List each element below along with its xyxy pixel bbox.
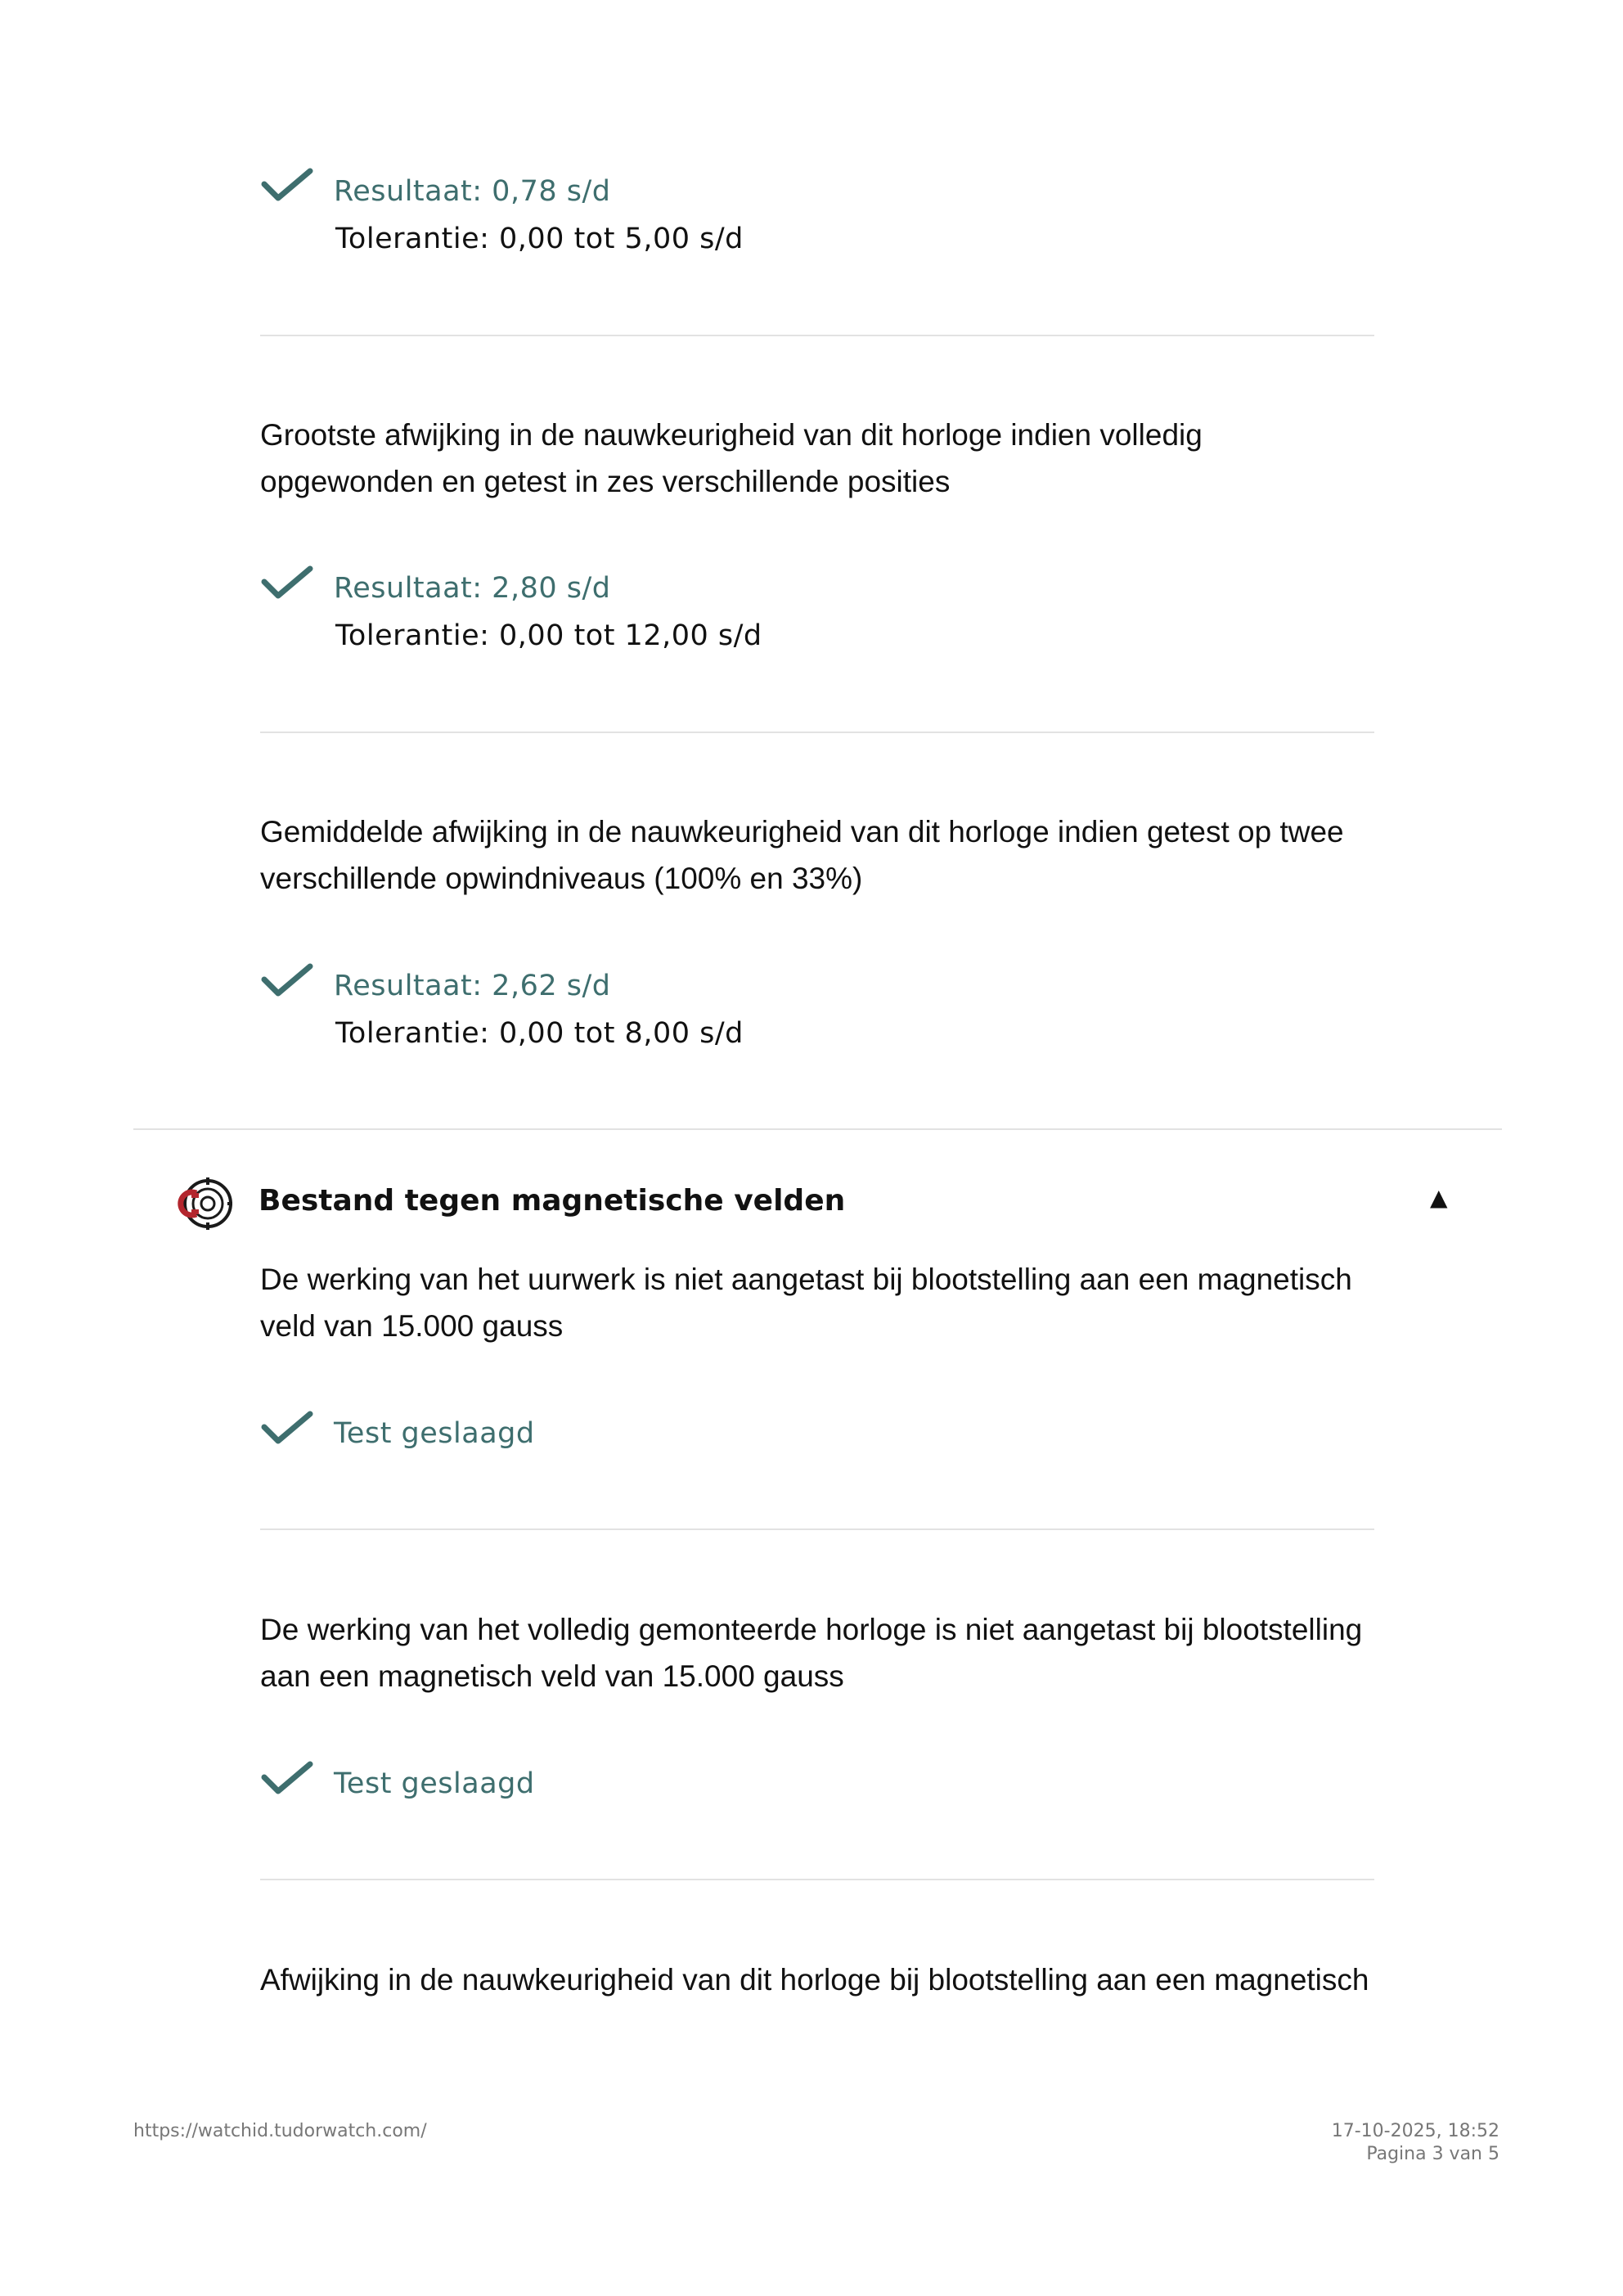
- tolerance-text: Tolerantie: 0,00 tot 5,00 s/d: [335, 223, 744, 255]
- footer-datetime: 17-10-2025, 18:52: [1331, 2121, 1499, 2141]
- section-title: Bestand tegen magnetische velden: [259, 1184, 846, 1218]
- divider: [260, 1528, 1374, 1530]
- section-divider: [133, 1128, 1502, 1130]
- checkmark-icon: [260, 166, 314, 204]
- tolerance-text: Tolerantie: 0,00 tot 8,00 s/d: [335, 1017, 744, 1050]
- test-description: Grootste afwijking in de nauwkeurigheid van dit horloge indien volledig opgewonden en getest in zes verschillende posities: [260, 418, 1203, 498]
- divider: [260, 335, 1374, 336]
- checkmark-icon: [260, 564, 314, 601]
- test-description: Gemiddelde afwijking in de nauwkeurigheid van dit horloge indien getest op twee verschillende opwindniveaus (100% en 33%): [260, 815, 1344, 895]
- test-description: De werking van het volledig gemonteerde horloge is niet aangetast bij blootstelling aan een magnetisch veld van 15.000 gauss: [260, 1613, 1363, 1693]
- divider: [260, 1879, 1374, 1880]
- divider: [260, 732, 1374, 733]
- result-text: Resultaat: 2,80 s/d: [334, 572, 611, 605]
- magnetic-section-header[interactable]: [133, 1166, 1502, 1240]
- result-text: Resultaat: 0,78 s/d: [334, 175, 611, 208]
- collapse-toggle-icon[interactable]: ▲: [1430, 1184, 1448, 1211]
- tolerance-text: Tolerantie: 0,00 tot 12,00 s/d: [335, 619, 762, 652]
- result-text: Test geslaagd: [334, 1767, 535, 1800]
- checkmark-icon: [260, 961, 314, 999]
- footer-page-number: Pagina 3 van 5: [1366, 2144, 1499, 2164]
- footer-url: https://watchid.tudorwatch.com/: [133, 2121, 427, 2141]
- checkmark-icon: [260, 1759, 314, 1797]
- result-text: Resultaat: 2,62 s/d: [334, 970, 611, 1002]
- test-description: De werking van het uurwerk is niet aangetast bij blootstelling aan een magnetisch veld van 15.000 gauss: [260, 1263, 1352, 1343]
- test-description: Afwijking in de nauwkeurigheid van dit horloge bij blootstelling aan een magnetisch: [260, 1963, 1369, 1997]
- checkmark-icon: [260, 1409, 314, 1447]
- magnet-shield-icon: [177, 1175, 234, 1232]
- result-text: Test geslaagd: [334, 1417, 535, 1450]
